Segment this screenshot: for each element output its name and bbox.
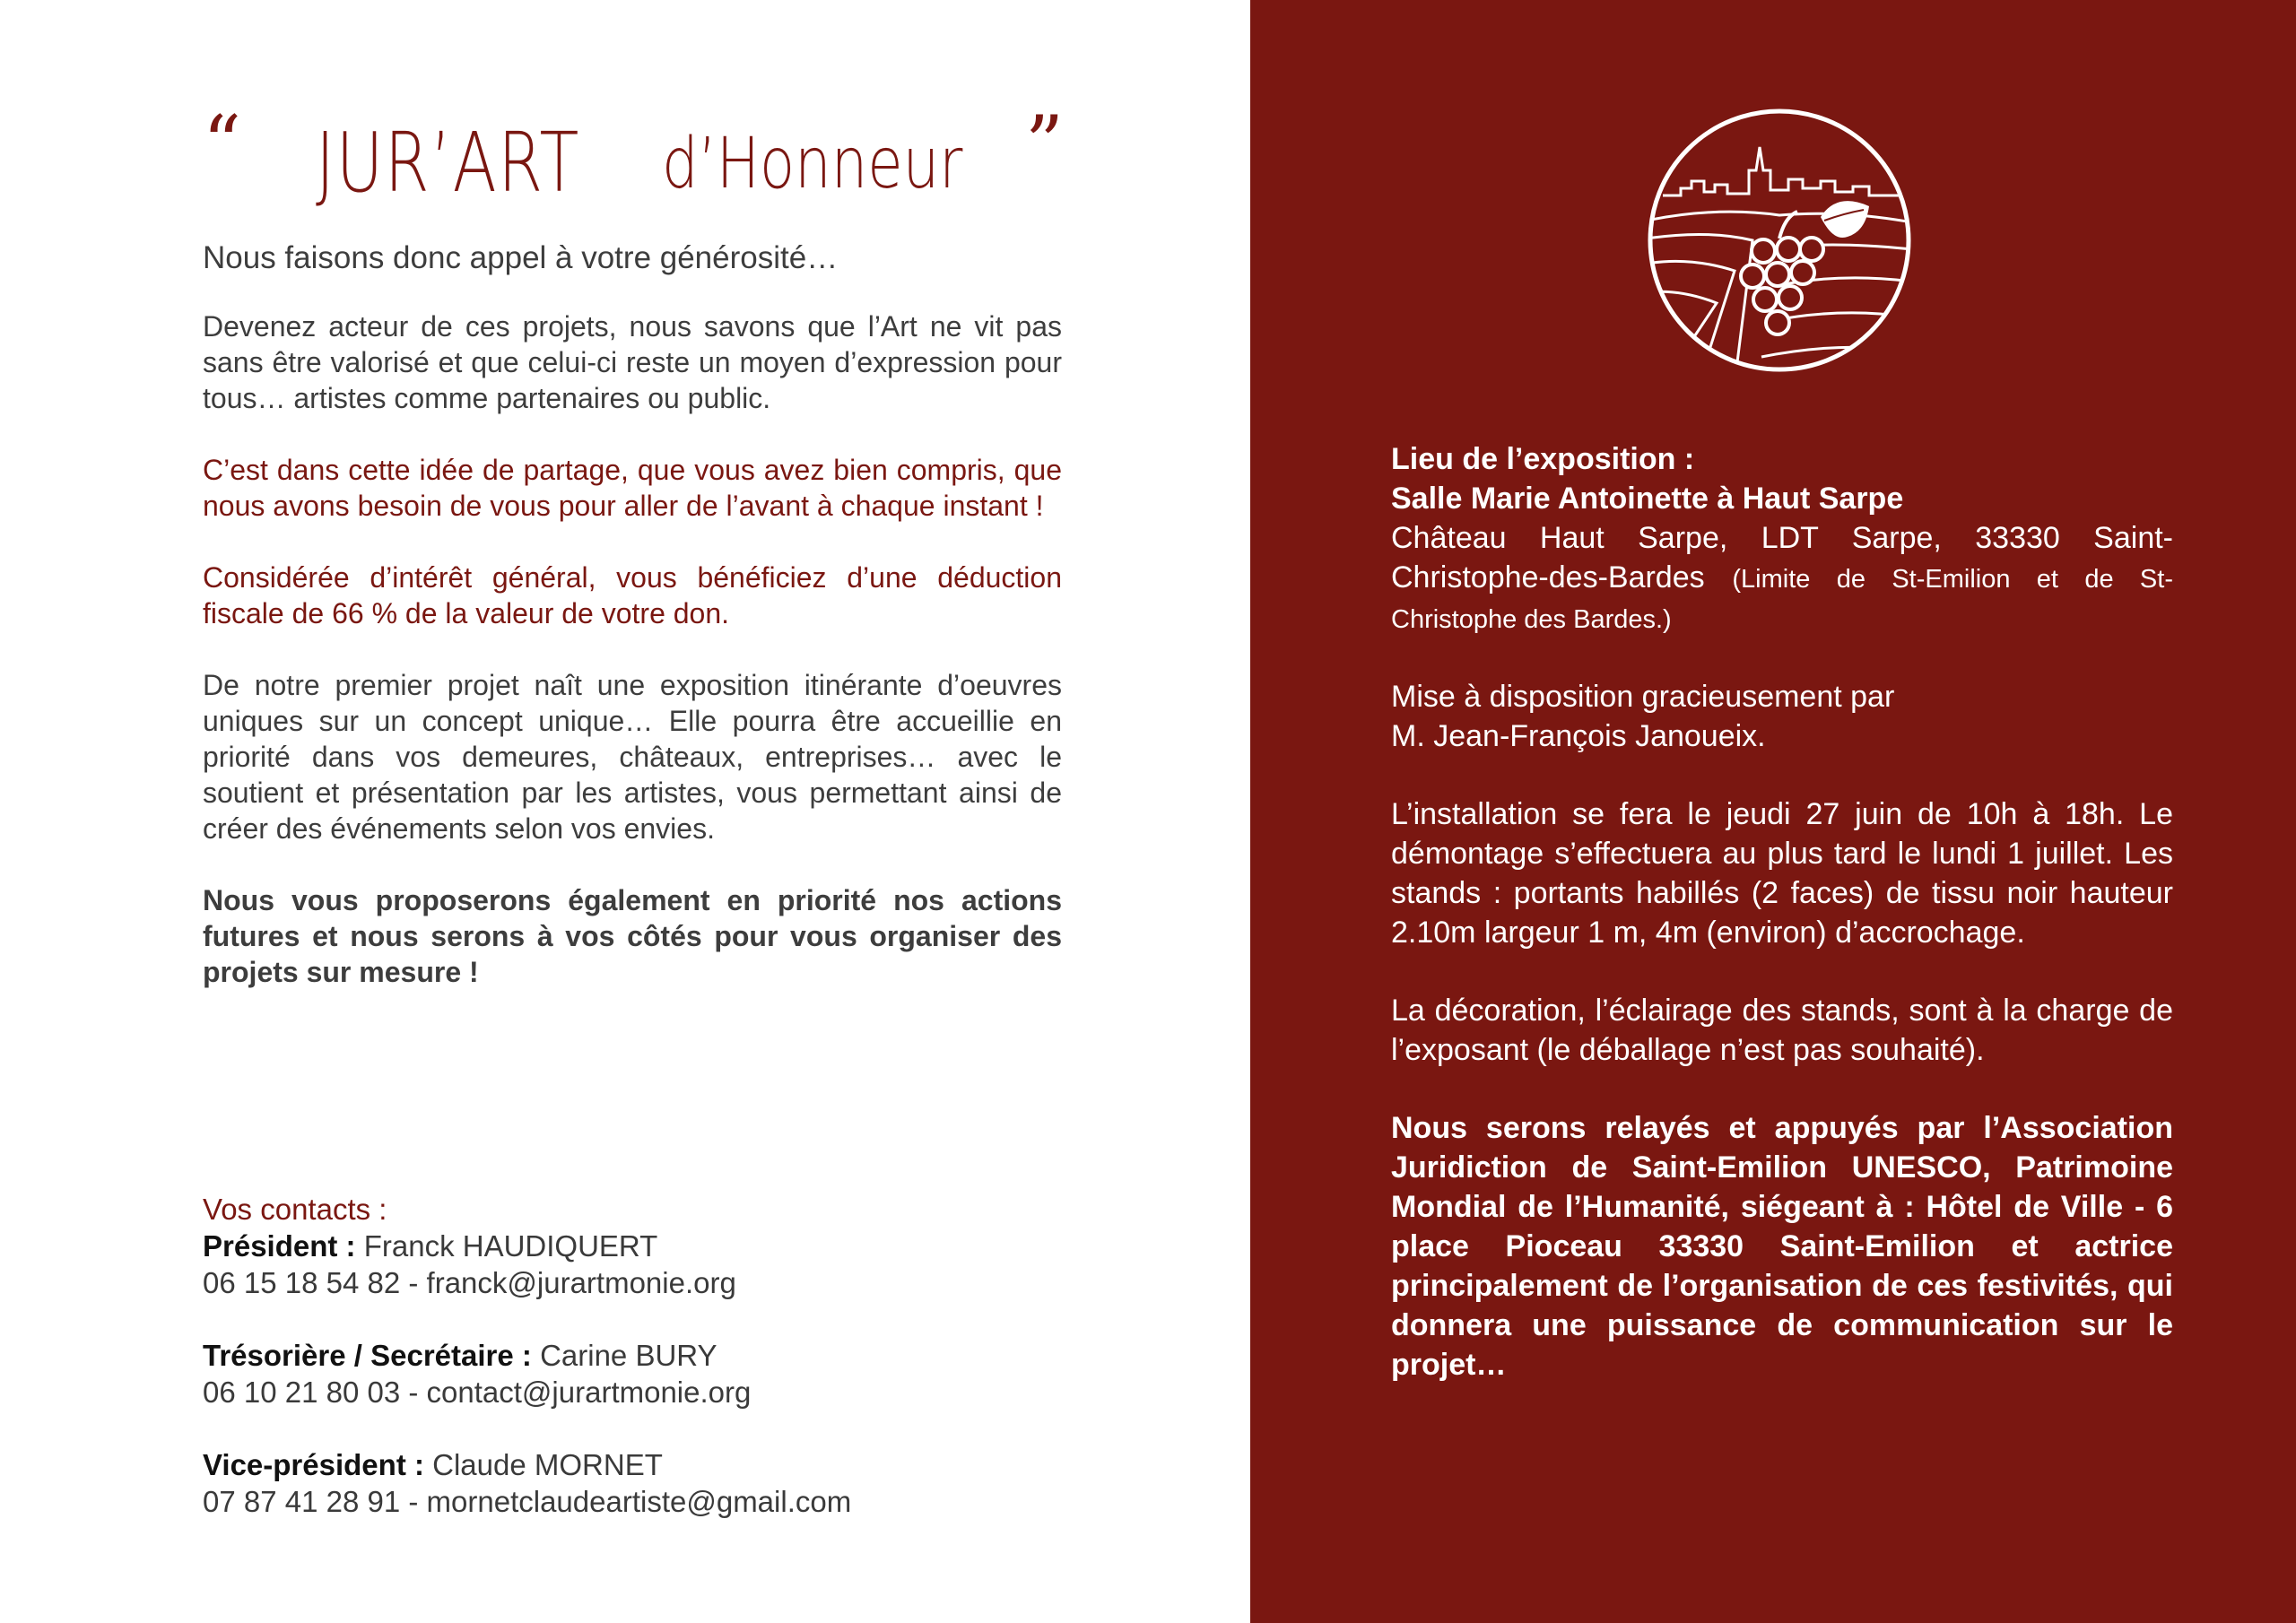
contact-line[interactable]: 06 15 18 54 82 - franck@jurartmonie.org (203, 1266, 736, 1299)
lieu-note: (Limite de St-Emilion et de St-Christophe des Bardes.) (1391, 565, 2173, 634)
contact-role: Vice-président : (203, 1448, 424, 1481)
contact-name: Franck HAUDIQUERT (363, 1229, 658, 1263)
title-jurart: JUR’ART (316, 115, 580, 211)
mise-a-disposition: Mise à disposition gracieusement par M. Jean-François Janoueix. (1391, 680, 1895, 753)
contact-line[interactable]: 06 10 21 80 03 - contact@jurartmonie.org (203, 1376, 752, 1409)
contact-name: Claude MORNET (432, 1448, 663, 1481)
paragraph-partage: C’est dans cette idée de partage, que vous avez bien compris, que nous avons besoin de vous pour aller de l’avant à chaque instant ! (203, 454, 1062, 522)
contact-role: Trésorière / Secrétaire : (203, 1339, 532, 1372)
contacts-section (203, 1191, 1010, 1556)
lieu-address-block (1391, 518, 2173, 638)
left-text-column (203, 240, 1062, 1026)
paragraph-exposition: De notre premier projet naît une exposition itinérante d’oeuvres uniques sur un concept unique… Elle pourra être accueillie en priorité dans vos demeures, châteaux, entreprises… avec le soutient et présentation par les artistes, vous permettant ainsi de créer des événements selon vos envies. (203, 669, 1062, 845)
contacts-heading: Vos contacts : (203, 1193, 387, 1226)
page-title (203, 100, 1064, 213)
exhibition-info (1391, 439, 2173, 1423)
lead-paragraph: Nous faisons donc appel à votre générosité… (203, 240, 839, 275)
vineyard-logo-icon (1645, 106, 1914, 375)
paragraph-deduction: Considérée d’intérêt général, vous bénéficiez d’une déduction fiscale de 66 % de la valeur de votre don. (203, 561, 1062, 629)
lieu-address: Château Haut Sarpe, LDT Sarpe, 33330 Saint-Christophe-des-Bardes (1391, 521, 2173, 595)
lieu-heading: Lieu de l’exposition : (1391, 442, 1695, 476)
paragraph-acteur: Devenez acteur de ces projets, nous savons que l’Art ne vit pas sans être valorisé et que celui-ci reste un moyen d’expression pour tous… artistes comme partenaires ou public. (203, 310, 1062, 414)
contact-president (203, 1228, 1010, 1301)
lieu-salle: Salle Marie Antoinette à Haut Sarpe (1391, 482, 1904, 516)
contact-vice-president (203, 1446, 1010, 1520)
association-paragraph: Nous serons relayés et appuyés par l’Association Juridiction de Saint-Emilion UNESCO, Patrimoine Mondial de l’Humanité, siégeant à : Hôtel de Ville - 6 place Pioceau 33330 Saint-Emilion et actrice principalement de l’organisation de ces festivités, qui donnera une puissance de communication sur le projet… (1391, 1111, 2173, 1382)
decoration-paragraph: La décoration, l’éclairage des stands, sont à la charge de l’exposant (le déballage n’est pas souhaité). (1391, 994, 2173, 1067)
title-open-quote: “ (203, 100, 241, 187)
contact-line[interactable]: 07 87 41 28 91 - mornetclaudeartiste@gmail.com (203, 1485, 852, 1518)
contact-name: Carine BURY (540, 1339, 718, 1372)
paragraph-actions-futures: Nous vous proposerons également en priorité nos actions futures et nous serons à vos côtés pour vous organiser des projets sur mesure ! (203, 884, 1062, 988)
contact-role: Président : (203, 1229, 356, 1263)
contact-tresoriere (203, 1337, 1010, 1410)
installation-paragraph: L’installation se fera le jeudi 27 juin de 10h à 18h. Le démontage s’effectuera au plus tard le lundi 1 juillet. Les stands : portants habillés (2 faces) de tissu noir hauteur 2.10m largeur 1 m, 4m (environ) d’accrochage. (1391, 797, 2173, 950)
title-honneur: d’Honneur (662, 124, 963, 204)
title-close-quote: ” (1025, 100, 1064, 187)
